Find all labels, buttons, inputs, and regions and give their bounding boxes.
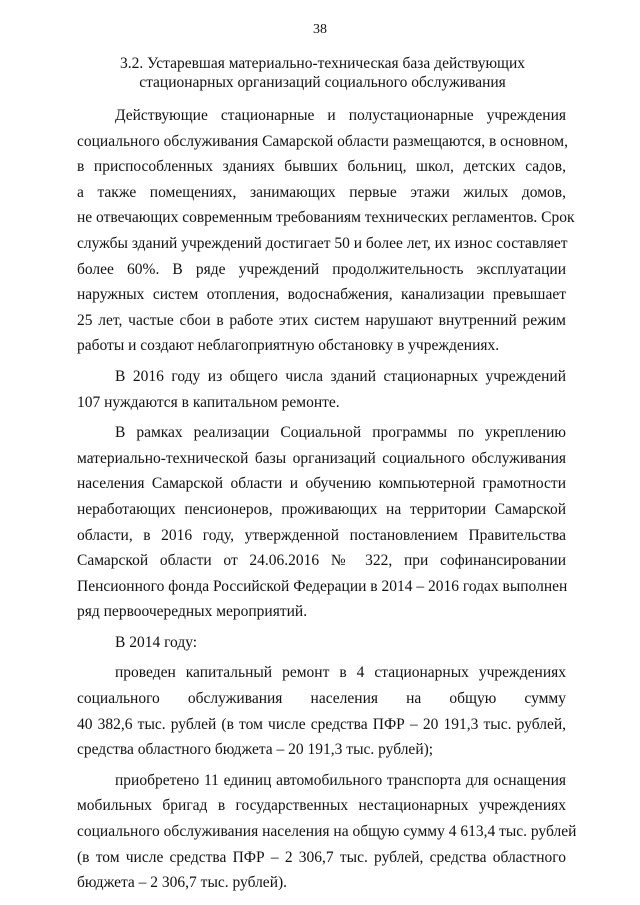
section-heading-line: стационарных организаций социального обслуживания <box>139 74 506 91</box>
text-line: социального обслуживания Самарской области размещаются, в основном, <box>77 132 568 150</box>
text-line: более 60%. В ряде учреждений продолжительность эксплуатации <box>77 260 566 278</box>
text-line: бюджета – 2 306,7 тыс. рублей). <box>77 874 288 892</box>
text-line: 107 нуждаются в капитальном ремонте. <box>77 393 340 411</box>
text-line: Самарской области от 24.06.2016 № 322, при софинансировании <box>77 552 566 570</box>
paragraph <box>77 660 566 762</box>
text-line: службы зданий учреждений достигает 50 и более лет, их износ составляет <box>77 234 568 252</box>
text-line: приобретено 11 единиц автомобильного транспорта для оснащения <box>115 771 566 789</box>
text-line: наружных систем отопления, водоснабжения, канализации превышает <box>77 286 566 304</box>
text-line: а также помещениях, занимающих первые этажи жилых домов, <box>77 183 566 201</box>
text-line: 25 лет, частые сбои в работе этих систем нарушают внутренний режим <box>77 311 566 329</box>
paragraph <box>77 103 575 359</box>
paragraph <box>77 630 566 656</box>
paragraph <box>77 768 577 896</box>
text-line: ряд первоочередных мероприятий. <box>77 603 308 621</box>
text-line: социального обслуживания населения на общую сумму 4 613,4 тыс. рублей <box>77 823 577 841</box>
section-heading-line: 3.2. Устаревшая материально-техническая база действующих <box>120 55 525 72</box>
text-line: В 2014 году: <box>115 633 198 651</box>
text-line: (в том числе средства ПФР – 2 306,7 тыс. рублей, средства областного <box>77 848 566 866</box>
text-line: в приспособленных зданиях бывших больниц, школ, детских садов, <box>77 158 566 176</box>
text-line: В рамках реализации Социальной программы по укреплению <box>115 424 566 442</box>
text-line: средства областного бюджета – 20 191,3 тыс. рублей); <box>77 741 434 759</box>
document-body <box>77 103 577 896</box>
text-line: работы и создают неблагоприятную обстановку в учреждениях. <box>77 337 500 355</box>
text-line: области, в 2016 году, утвержденной постановлением Правительства <box>77 526 566 544</box>
text-line: 40 382,6 тыс. рублей (в том числе средства ПФР – 20 191,3 тыс. рублей, <box>77 715 566 733</box>
text-line: социального обслуживания населения на общую сумму <box>77 690 566 708</box>
section-heading <box>95 54 550 92</box>
text-line: неработающих пенсионеров, проживающих на территории Самарской <box>77 500 566 518</box>
text-line: мобильных бригад в государственных нестационарных учреждениях <box>77 797 566 815</box>
paragraph <box>77 420 566 625</box>
text-line: В 2016 году из общего числа зданий стационарных учреждений <box>115 367 566 385</box>
page-number: 38 <box>313 22 327 37</box>
text-line: не отвечающих современным требованиям технических регламентов. Срок <box>77 209 575 227</box>
text-line: материально-технической базы организаций социального обслуживания <box>77 449 566 467</box>
paragraph <box>77 364 566 415</box>
text-line: проведен капитальный ремонт в 4 стационарных учреждениях <box>115 664 566 682</box>
text-line: Действующие стационарные и полустационарные учреждения <box>115 107 566 124</box>
text-line: Пенсионного фонда Российской Федерации в 2014 – 2016 годах выполнен <box>77 577 568 595</box>
text-line: населения Самарской области и обучению компьютерной грамотности <box>77 475 566 493</box>
